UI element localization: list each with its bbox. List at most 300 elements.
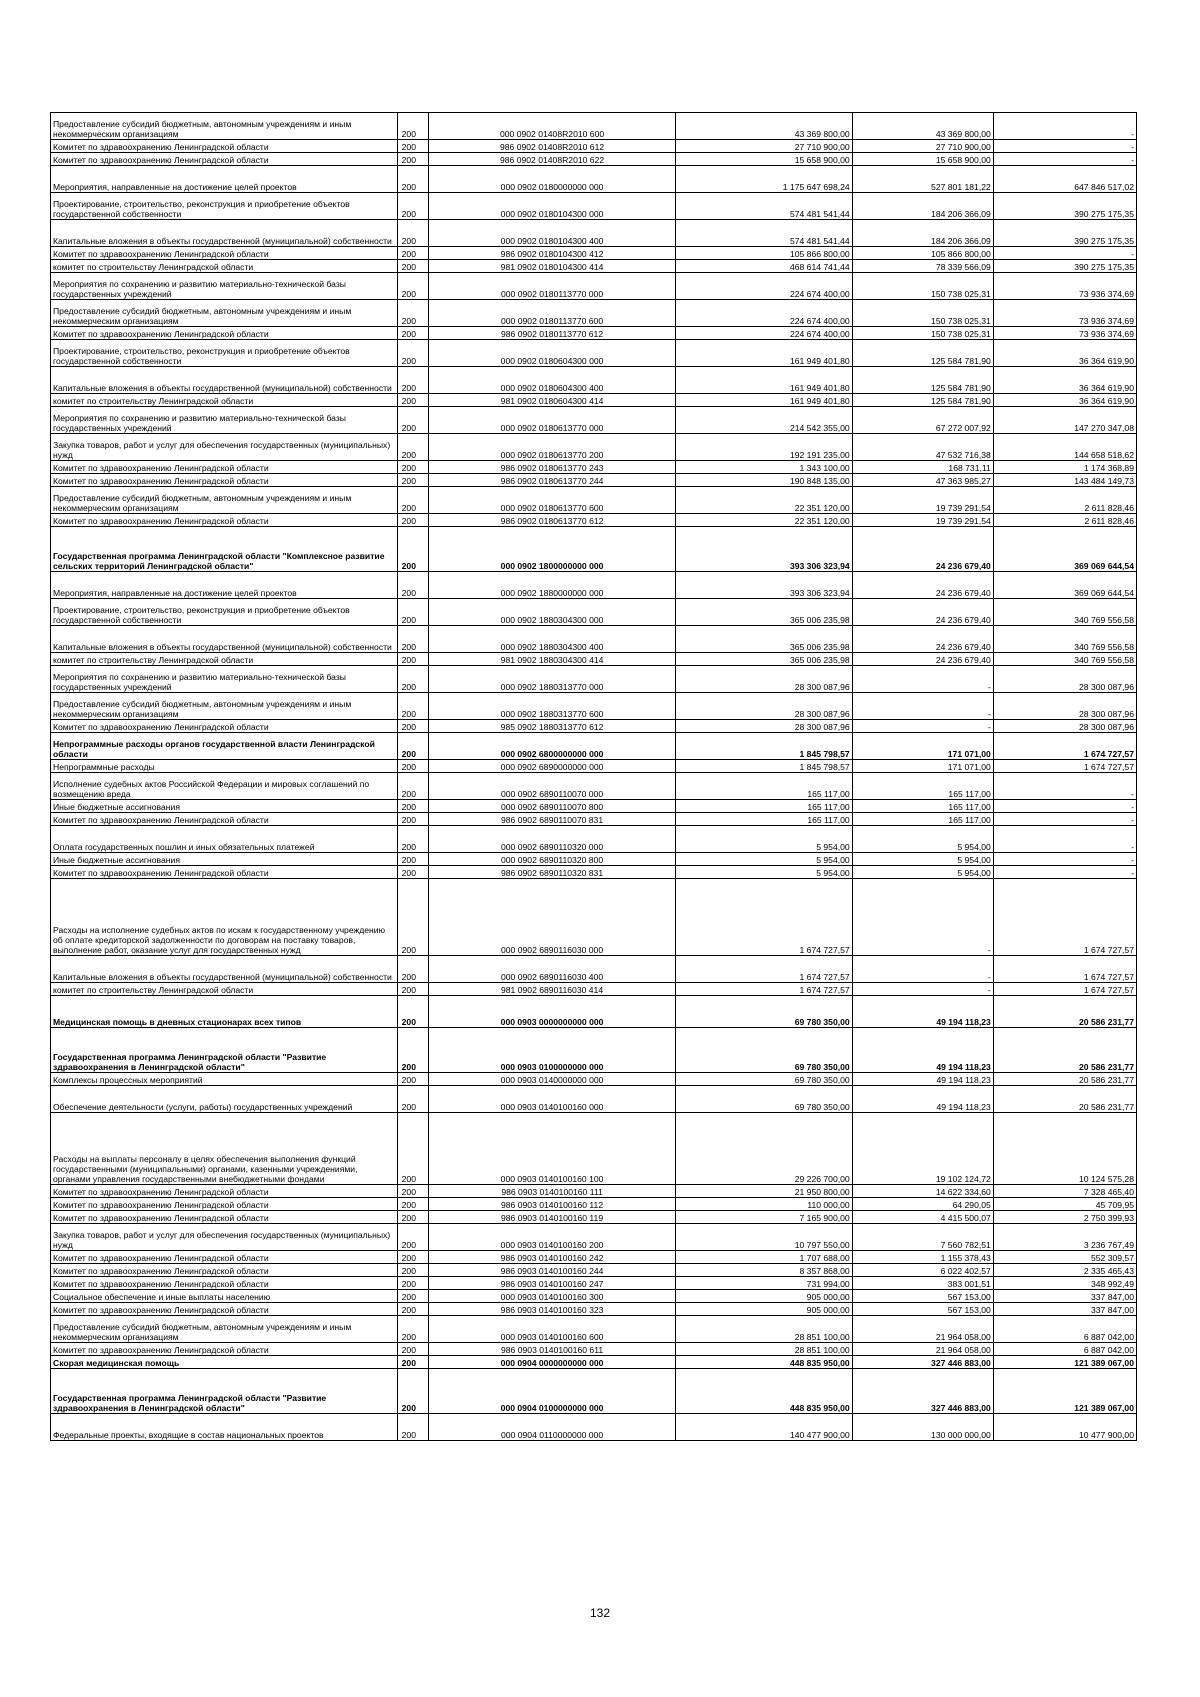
row-executed-amount-cell: 165 117,00 xyxy=(852,800,993,813)
row-unexecuted-amount-cell: 143 484 149,73 xyxy=(993,474,1136,487)
row-approved-amount-cell: 7 165 900,00 xyxy=(675,1211,852,1224)
row-group-code-cell: 200 xyxy=(397,826,429,853)
row-unexecuted-amount-cell: - xyxy=(993,853,1136,866)
row-name-cell: Комитет по здравоохранению Ленинградской области xyxy=(51,1211,398,1224)
row-unexecuted-amount-cell: 6 887 042,00 xyxy=(993,1316,1136,1343)
row-name-cell: Комитет по здравоохранению Ленинградской области xyxy=(51,1185,398,1198)
row-approved-amount-cell: 1 343 100,00 xyxy=(675,461,852,474)
table-row xyxy=(51,996,1137,1028)
row-name-cell: Непрограммные расходы органов государственной власти Ленинградской области xyxy=(51,733,398,760)
row-executed-amount-cell: 383 001,51 xyxy=(852,1277,993,1290)
row-unexecuted-amount-cell: 10 124 575,28 xyxy=(993,1113,1136,1185)
row-approved-amount-cell: 165 117,00 xyxy=(675,813,852,826)
row-unexecuted-amount-cell: 552 309,57 xyxy=(993,1251,1136,1264)
row-group-code-cell: 200 xyxy=(397,1113,429,1185)
row-approved-amount-cell: 190 848 135,00 xyxy=(675,474,852,487)
row-group-code-cell: 200 xyxy=(397,247,429,260)
row-budget-code-cell: 000 0902 1880313770 000 xyxy=(429,666,675,693)
table-row xyxy=(51,1414,1137,1441)
row-budget-code-cell: 981 0902 1880304300 414 xyxy=(429,653,675,666)
row-unexecuted-amount-cell: 3 236 767,49 xyxy=(993,1224,1136,1251)
row-name-cell: комитет по строительству Ленинградской области xyxy=(51,653,398,666)
row-unexecuted-amount-cell: - xyxy=(993,113,1136,140)
row-name-cell: Расходы на исполнение судебных актов по искам к государственному учреждению об оплате кредиторской задолженности по договорам на поставку товаров, выполнение работ, оказание услуг для государственных нужд xyxy=(51,879,398,956)
row-group-code-cell: 200 xyxy=(397,461,429,474)
table-row xyxy=(51,956,1137,983)
row-unexecuted-amount-cell: 20 586 231,77 xyxy=(993,1086,1136,1113)
row-group-code-cell: 200 xyxy=(397,813,429,826)
row-unexecuted-amount-cell: 1 674 727,57 xyxy=(993,733,1136,760)
row-name-cell: Федеральные проекты, входящие в состав национальных проектов xyxy=(51,1414,398,1441)
page-number: 132 xyxy=(589,1606,611,1620)
row-unexecuted-amount-cell: 1 674 727,57 xyxy=(993,879,1136,956)
row-name-cell: Комитет по здравоохранению Ленинградской области xyxy=(51,1277,398,1290)
row-executed-amount-cell: 1 155 378,43 xyxy=(852,1251,993,1264)
row-executed-amount-cell: 125 584 781,90 xyxy=(852,394,993,407)
row-executed-amount-cell: 64 290,05 xyxy=(852,1198,993,1211)
row-unexecuted-amount-cell: - xyxy=(993,800,1136,813)
row-executed-amount-cell: 5 954,00 xyxy=(852,853,993,866)
table-row xyxy=(51,1277,1137,1290)
row-executed-amount-cell: 165 117,00 xyxy=(852,813,993,826)
row-executed-amount-cell: 43 369 800,00 xyxy=(852,113,993,140)
table-body xyxy=(51,113,1137,1441)
row-budget-code-cell: 000 0902 0180000000 000 xyxy=(429,166,675,193)
row-group-code-cell: 200 xyxy=(397,1211,429,1224)
row-budget-code-cell: 986 0903 0140100160 242 xyxy=(429,1251,675,1264)
table-row xyxy=(51,220,1137,247)
row-group-code-cell: 200 xyxy=(397,474,429,487)
row-budget-code-cell: 000 0902 6890116030 400 xyxy=(429,956,675,983)
row-unexecuted-amount-cell: 147 270 347,08 xyxy=(993,407,1136,434)
table-row xyxy=(51,1264,1137,1277)
row-executed-amount-cell: 21 964 058,00 xyxy=(852,1343,993,1356)
row-group-code-cell: 200 xyxy=(397,1086,429,1113)
row-approved-amount-cell: 28 300 087,96 xyxy=(675,720,852,733)
row-budget-code-cell: 000 0903 0000000000 000 xyxy=(429,996,675,1028)
row-budget-code-cell: 986 0902 0180613770 243 xyxy=(429,461,675,474)
table-row xyxy=(51,733,1137,760)
row-group-code-cell: 200 xyxy=(397,866,429,879)
row-budget-code-cell: 000 0902 0180104300 000 xyxy=(429,193,675,220)
row-group-code-cell: 200 xyxy=(397,1369,429,1414)
row-executed-amount-cell: 184 206 366,09 xyxy=(852,220,993,247)
row-approved-amount-cell: 165 117,00 xyxy=(675,773,852,800)
row-unexecuted-amount-cell: 121 389 067,00 xyxy=(993,1369,1136,1414)
row-approved-amount-cell: 448 835 950,00 xyxy=(675,1356,852,1369)
row-approved-amount-cell: 365 006 235,98 xyxy=(675,599,852,626)
row-approved-amount-cell: 448 835 950,00 xyxy=(675,1369,852,1414)
row-group-code-cell: 200 xyxy=(397,514,429,527)
row-budget-code-cell: 000 0902 0180613770 200 xyxy=(429,434,675,461)
row-budget-code-cell: 985 0902 1880313770 612 xyxy=(429,720,675,733)
table-row xyxy=(51,1211,1137,1224)
row-unexecuted-amount-cell: 1 674 727,57 xyxy=(993,983,1136,996)
row-group-code-cell: 200 xyxy=(397,1028,429,1073)
row-name-cell: Скорая медицинская помощь xyxy=(51,1356,398,1369)
row-name-cell: Проектирование, строительство, реконструкция и приобретение объектов государственной собственности xyxy=(51,599,398,626)
table-row xyxy=(51,599,1137,626)
row-name-cell: Комитет по здравоохранению Ленинградской области xyxy=(51,1264,398,1277)
row-name-cell: Комитет по здравоохранению Ленинградской области xyxy=(51,1303,398,1316)
row-approved-amount-cell: 365 006 235,98 xyxy=(675,653,852,666)
row-executed-amount-cell: 24 236 679,40 xyxy=(852,653,993,666)
row-executed-amount-cell: 78 339 566,09 xyxy=(852,260,993,273)
row-executed-amount-cell: 171 071,00 xyxy=(852,760,993,773)
row-approved-amount-cell: 468 614 741,44 xyxy=(675,260,852,273)
row-name-cell: Мероприятия по сохранению и развитию материально-технической базы государственных учреждений xyxy=(51,273,398,300)
row-budget-code-cell: 000 0904 0000000000 000 xyxy=(429,1356,675,1369)
table-row xyxy=(51,260,1137,273)
table-row xyxy=(51,166,1137,193)
row-executed-amount-cell: - xyxy=(852,720,993,733)
row-group-code-cell: 200 xyxy=(397,879,429,956)
row-approved-amount-cell: 393 306 323,94 xyxy=(675,527,852,572)
row-approved-amount-cell: 1 175 647 698,24 xyxy=(675,166,852,193)
row-name-cell: Государственная программа Ленинградской области "Комплексное развитие сельских территорий Ленинградской области" xyxy=(51,527,398,572)
row-name-cell: Комитет по здравоохранению Ленинградской области xyxy=(51,866,398,879)
table-row xyxy=(51,866,1137,879)
row-name-cell: Социальное обеспечение и иные выплаты населению xyxy=(51,1290,398,1303)
row-executed-amount-cell: - xyxy=(852,879,993,956)
row-unexecuted-amount-cell: 45 709,95 xyxy=(993,1198,1136,1211)
row-approved-amount-cell: 165 117,00 xyxy=(675,800,852,813)
row-executed-amount-cell: 5 954,00 xyxy=(852,866,993,879)
table-row xyxy=(51,1369,1137,1414)
row-name-cell: Комитет по здравоохранению Ленинградской области xyxy=(51,474,398,487)
row-unexecuted-amount-cell: 340 769 556,58 xyxy=(993,599,1136,626)
row-name-cell: Оплата государственных пошлин и иных обязательных платежей xyxy=(51,826,398,853)
row-group-code-cell: 200 xyxy=(397,800,429,813)
row-group-code-cell: 200 xyxy=(397,220,429,247)
row-group-code-cell: 200 xyxy=(397,773,429,800)
row-group-code-cell: 200 xyxy=(397,1073,429,1086)
row-unexecuted-amount-cell: 7 328 465,40 xyxy=(993,1185,1136,1198)
row-approved-amount-cell: 28 300 087,96 xyxy=(675,693,852,720)
row-executed-amount-cell: - xyxy=(852,693,993,720)
row-group-code-cell: 200 xyxy=(397,434,429,461)
row-group-code-cell: 200 xyxy=(397,273,429,300)
row-executed-amount-cell: 125 584 781,90 xyxy=(852,367,993,394)
row-approved-amount-cell: 224 674 400,00 xyxy=(675,273,852,300)
row-group-code-cell: 200 xyxy=(397,853,429,866)
row-approved-amount-cell: 365 006 235,98 xyxy=(675,626,852,653)
row-group-code-cell: 200 xyxy=(397,140,429,153)
row-budget-code-cell: 000 0902 6800000000 000 xyxy=(429,733,675,760)
row-name-cell: комитет по строительству Ленинградской области xyxy=(51,983,398,996)
row-executed-amount-cell: 6 022 402,57 xyxy=(852,1264,993,1277)
row-name-cell: Комитет по здравоохранению Ленинградской области xyxy=(51,720,398,733)
row-executed-amount-cell: 567 153,00 xyxy=(852,1290,993,1303)
row-name-cell: Капитальные вложения в объекты государственной (муниципальной) собственности xyxy=(51,626,398,653)
row-group-code-cell: 200 xyxy=(397,653,429,666)
row-budget-code-cell: 000 0902 6890110320 800 xyxy=(429,853,675,866)
row-executed-amount-cell: 567 153,00 xyxy=(852,1303,993,1316)
row-group-code-cell: 200 xyxy=(397,599,429,626)
row-unexecuted-amount-cell: 348 992,49 xyxy=(993,1277,1136,1290)
row-name-cell: Предоставление субсидий бюджетным, автономным учреждениям и иным некоммерческим организациям xyxy=(51,693,398,720)
row-approved-amount-cell: 110 000,00 xyxy=(675,1198,852,1211)
row-budget-code-cell: 000 0902 1880000000 000 xyxy=(429,572,675,599)
table-row xyxy=(51,140,1137,153)
table-row xyxy=(51,1251,1137,1264)
row-group-code-cell: 200 xyxy=(397,327,429,340)
row-budget-code-cell: 000 0902 1880313770 600 xyxy=(429,693,675,720)
row-executed-amount-cell: 14 622 334,60 xyxy=(852,1185,993,1198)
table-row xyxy=(51,514,1137,527)
row-approved-amount-cell: 905 000,00 xyxy=(675,1303,852,1316)
row-executed-amount-cell: 4 415 500,07 xyxy=(852,1211,993,1224)
row-group-code-cell: 200 xyxy=(397,1316,429,1343)
row-budget-code-cell: 000 0902 6890110320 000 xyxy=(429,826,675,853)
row-budget-code-cell: 986 0903 0140100160 119 xyxy=(429,1211,675,1224)
row-budget-code-cell: 000 0903 0140100160 000 xyxy=(429,1086,675,1113)
row-approved-amount-cell: 5 954,00 xyxy=(675,826,852,853)
row-group-code-cell: 200 xyxy=(397,113,429,140)
row-unexecuted-amount-cell: 144 658 518,62 xyxy=(993,434,1136,461)
row-executed-amount-cell: 67 272 007,92 xyxy=(852,407,993,434)
row-executed-amount-cell: 5 954,00 xyxy=(852,826,993,853)
row-group-code-cell: 200 xyxy=(397,983,429,996)
row-approved-amount-cell: 28 851 100,00 xyxy=(675,1343,852,1356)
row-name-cell: Капитальные вложения в объекты государственной (муниципальной) собственности xyxy=(51,220,398,247)
row-unexecuted-amount-cell: - xyxy=(993,153,1136,166)
row-approved-amount-cell: 105 866 800,00 xyxy=(675,247,852,260)
row-executed-amount-cell: 49 194 118,23 xyxy=(852,1086,993,1113)
row-approved-amount-cell: 1 674 727,57 xyxy=(675,879,852,956)
row-unexecuted-amount-cell: 6 887 042,00 xyxy=(993,1343,1136,1356)
row-group-code-cell: 200 xyxy=(397,572,429,599)
row-unexecuted-amount-cell: - xyxy=(993,813,1136,826)
row-unexecuted-amount-cell: - xyxy=(993,826,1136,853)
row-approved-amount-cell: 393 306 323,94 xyxy=(675,572,852,599)
row-group-code-cell: 200 xyxy=(397,367,429,394)
row-executed-amount-cell: 24 236 679,40 xyxy=(852,626,993,653)
table-row xyxy=(51,1343,1137,1356)
row-approved-amount-cell: 140 477 900,00 xyxy=(675,1414,852,1441)
row-executed-amount-cell: 27 710 900,00 xyxy=(852,140,993,153)
row-approved-amount-cell: 1 845 798,57 xyxy=(675,733,852,760)
table-row xyxy=(51,813,1137,826)
row-unexecuted-amount-cell: - xyxy=(993,773,1136,800)
row-group-code-cell: 200 xyxy=(397,720,429,733)
row-budget-code-cell: 986 0903 0140100160 111 xyxy=(429,1185,675,1198)
row-unexecuted-amount-cell: - xyxy=(993,140,1136,153)
row-name-cell: Комитет по здравоохранению Ленинградской области xyxy=(51,514,398,527)
row-approved-amount-cell: 905 000,00 xyxy=(675,1290,852,1303)
row-executed-amount-cell: 49 194 118,23 xyxy=(852,996,993,1028)
table-row xyxy=(51,474,1137,487)
row-name-cell: Мероприятия по сохранению и развитию материально-технической базы государственных учреждений xyxy=(51,666,398,693)
table-row xyxy=(51,340,1137,367)
row-group-code-cell: 200 xyxy=(397,626,429,653)
row-name-cell: Капитальные вложения в объекты государственной (муниципальной) собственности xyxy=(51,367,398,394)
row-approved-amount-cell: 1 845 798,57 xyxy=(675,760,852,773)
row-approved-amount-cell: 22 351 120,00 xyxy=(675,514,852,527)
row-budget-code-cell: 000 0904 0100000000 000 xyxy=(429,1369,675,1414)
row-approved-amount-cell: 43 369 800,00 xyxy=(675,113,852,140)
row-name-cell: Иные бюджетные ассигнования xyxy=(51,853,398,866)
row-budget-code-cell: 986 0902 0180113770 612 xyxy=(429,327,675,340)
table-row xyxy=(51,300,1137,327)
row-name-cell: Комитет по здравоохранению Ленинградской области xyxy=(51,247,398,260)
row-executed-amount-cell: 24 236 679,40 xyxy=(852,572,993,599)
row-name-cell: комитет по строительству Ленинградской области xyxy=(51,260,398,273)
row-budget-code-cell: 000 0902 0180113770 600 xyxy=(429,300,675,327)
row-unexecuted-amount-cell: 369 069 644,54 xyxy=(993,572,1136,599)
row-name-cell: Закупка товаров, работ и услуг для обеспечения государственных (муниципальных) нужд xyxy=(51,434,398,461)
row-name-cell: Предоставление субсидий бюджетным, автономным учреждениям и иным некоммерческим организациям xyxy=(51,300,398,327)
row-name-cell: Предоставление субсидий бюджетным, автономным учреждениям и иным некоммерческим организациям xyxy=(51,1316,398,1343)
budget-execution-table xyxy=(50,112,1137,1441)
row-budget-code-cell: 986 0903 0140100160 611 xyxy=(429,1343,675,1356)
row-group-code-cell: 200 xyxy=(397,1251,429,1264)
table-row xyxy=(51,1113,1137,1185)
table-row xyxy=(51,327,1137,340)
row-group-code-cell: 200 xyxy=(397,1185,429,1198)
table-row xyxy=(51,1224,1137,1251)
row-group-code-cell: 200 xyxy=(397,394,429,407)
row-name-cell: Предоставление субсидий бюджетным, автономным учреждениям и иным некоммерческим организациям xyxy=(51,487,398,514)
row-budget-code-cell: 000 0903 0140000000 000 xyxy=(429,1073,675,1086)
row-unexecuted-amount-cell: 28 300 087,96 xyxy=(993,666,1136,693)
row-group-code-cell: 200 xyxy=(397,1224,429,1251)
row-budget-code-cell: 986 0903 0140100160 323 xyxy=(429,1303,675,1316)
row-unexecuted-amount-cell: 390 275 175,35 xyxy=(993,220,1136,247)
row-unexecuted-amount-cell: 10 477 900,00 xyxy=(993,1414,1136,1441)
row-approved-amount-cell: 69 780 350,00 xyxy=(675,1086,852,1113)
row-group-code-cell: 200 xyxy=(397,1356,429,1369)
table-row xyxy=(51,800,1137,813)
table-row xyxy=(51,434,1137,461)
row-group-code-cell: 200 xyxy=(397,693,429,720)
table-row xyxy=(51,666,1137,693)
row-executed-amount-cell: 19 739 291,54 xyxy=(852,487,993,514)
row-approved-amount-cell: 27 710 900,00 xyxy=(675,140,852,153)
row-group-code-cell: 200 xyxy=(397,487,429,514)
row-name-cell: Проектирование, строительство, реконструкция и приобретение объектов государственной собственности xyxy=(51,340,398,367)
row-budget-code-cell: 981 0902 0180104300 414 xyxy=(429,260,675,273)
row-budget-code-cell: 000 0902 6890000000 000 xyxy=(429,760,675,773)
row-approved-amount-cell: 224 674 400,00 xyxy=(675,300,852,327)
row-name-cell: Закупка товаров, работ и услуг для обеспечения государственных (муниципальных) нужд xyxy=(51,1224,398,1251)
row-name-cell: Комитет по здравоохранению Ленинградской области xyxy=(51,1198,398,1211)
row-budget-code-cell: 986 0903 0140100160 247 xyxy=(429,1277,675,1290)
row-approved-amount-cell: 1 674 727,57 xyxy=(675,983,852,996)
row-executed-amount-cell: 327 446 883,00 xyxy=(852,1369,993,1414)
row-unexecuted-amount-cell: - xyxy=(993,866,1136,879)
row-name-cell: Мероприятия, направленные на достижение целей проектов xyxy=(51,166,398,193)
row-name-cell: Мероприятия, направленные на достижение целей проектов xyxy=(51,572,398,599)
row-group-code-cell: 200 xyxy=(397,153,429,166)
row-group-code-cell: 200 xyxy=(397,1414,429,1441)
row-approved-amount-cell: 731 994,00 xyxy=(675,1277,852,1290)
row-name-cell: Непрограммные расходы xyxy=(51,760,398,773)
row-group-code-cell: 200 xyxy=(397,956,429,983)
row-unexecuted-amount-cell: 2 750 399,93 xyxy=(993,1211,1136,1224)
row-budget-code-cell: 000 0903 0140100160 200 xyxy=(429,1224,675,1251)
row-unexecuted-amount-cell: 340 769 556,58 xyxy=(993,626,1136,653)
row-executed-amount-cell: - xyxy=(852,956,993,983)
row-approved-amount-cell: 161 949 401,80 xyxy=(675,340,852,367)
row-executed-amount-cell: 150 738 025,31 xyxy=(852,300,993,327)
row-approved-amount-cell: 22 351 120,00 xyxy=(675,487,852,514)
table-row xyxy=(51,1028,1137,1073)
row-name-cell: Государственная программа Ленинградской области "Развитие здравоохранения в Ленинградской области" xyxy=(51,1369,398,1414)
table-row xyxy=(51,853,1137,866)
row-approved-amount-cell: 192 191 235,00 xyxy=(675,434,852,461)
table-row xyxy=(51,487,1137,514)
row-approved-amount-cell: 21 950 800,00 xyxy=(675,1185,852,1198)
row-group-code-cell: 200 xyxy=(397,1264,429,1277)
row-executed-amount-cell: 130 000 000,00 xyxy=(852,1414,993,1441)
row-executed-amount-cell: 184 206 366,09 xyxy=(852,193,993,220)
row-executed-amount-cell: 327 446 883,00 xyxy=(852,1356,993,1369)
row-name-cell: Мероприятия по сохранению и развитию материально-технической базы государственных учреждений xyxy=(51,407,398,434)
table-row xyxy=(51,879,1137,956)
row-name-cell: Предоставление субсидий бюджетным, автономным учреждениям и иным некоммерческим организациям xyxy=(51,113,398,140)
row-budget-code-cell: 000 0903 0140100160 300 xyxy=(429,1290,675,1303)
row-approved-amount-cell: 15 658 900,00 xyxy=(675,153,852,166)
row-executed-amount-cell: 125 584 781,90 xyxy=(852,340,993,367)
row-budget-code-cell: 986 0902 6890110070 831 xyxy=(429,813,675,826)
row-approved-amount-cell: 69 780 350,00 xyxy=(675,996,852,1028)
table-row xyxy=(51,1086,1137,1113)
row-executed-amount-cell: 105 866 800,00 xyxy=(852,247,993,260)
row-executed-amount-cell: 150 738 025,31 xyxy=(852,273,993,300)
table-row xyxy=(51,1198,1137,1211)
row-budget-code-cell: 986 0903 0140100160 112 xyxy=(429,1198,675,1211)
row-unexecuted-amount-cell: 390 275 175,35 xyxy=(993,260,1136,273)
row-approved-amount-cell: 28 851 100,00 xyxy=(675,1316,852,1343)
row-unexecuted-amount-cell: 73 936 374,69 xyxy=(993,327,1136,340)
row-unexecuted-amount-cell: 20 586 231,77 xyxy=(993,1073,1136,1086)
row-approved-amount-cell: 161 949 401,80 xyxy=(675,394,852,407)
table-row xyxy=(51,1316,1137,1343)
row-budget-code-cell: 000 0902 0180613770 600 xyxy=(429,487,675,514)
row-approved-amount-cell: 8 357 868,00 xyxy=(675,1264,852,1277)
table-row xyxy=(51,760,1137,773)
row-name-cell: Комплексы процессных мероприятий xyxy=(51,1073,398,1086)
table-row xyxy=(51,527,1137,572)
row-budget-code-cell: 986 0903 0140100160 244 xyxy=(429,1264,675,1277)
table-row xyxy=(51,273,1137,300)
row-budget-code-cell: 986 0902 0180104300 412 xyxy=(429,247,675,260)
row-name-cell: Комитет по здравоохранению Ленинградской области xyxy=(51,1343,398,1356)
row-unexecuted-amount-cell: 2 611 828,46 xyxy=(993,514,1136,527)
row-budget-code-cell: 986 0902 0180613770 244 xyxy=(429,474,675,487)
row-unexecuted-amount-cell: 2 335 465,43 xyxy=(993,1264,1136,1277)
row-unexecuted-amount-cell: 1 674 727,57 xyxy=(993,760,1136,773)
row-budget-code-cell: 986 0902 6890110320 831 xyxy=(429,866,675,879)
row-executed-amount-cell: 171 071,00 xyxy=(852,733,993,760)
table-row xyxy=(51,1303,1137,1316)
row-name-cell: Исполнение судебных актов Российской Федерации и мировых соглашений по возмещению вреда xyxy=(51,773,398,800)
row-approved-amount-cell: 214 542 355,00 xyxy=(675,407,852,434)
row-budget-code-cell: 000 0902 1880304300 400 xyxy=(429,626,675,653)
row-executed-amount-cell: 527 801 181,22 xyxy=(852,166,993,193)
row-budget-code-cell: 000 0902 01408R2010 600 xyxy=(429,113,675,140)
row-group-code-cell: 200 xyxy=(397,340,429,367)
row-unexecuted-amount-cell: 20 586 231,77 xyxy=(993,996,1136,1028)
row-group-code-cell: 200 xyxy=(397,300,429,327)
row-group-code-cell: 200 xyxy=(397,666,429,693)
row-executed-amount-cell: 49 194 118,23 xyxy=(852,1073,993,1086)
table-row xyxy=(51,113,1137,140)
row-group-code-cell: 200 xyxy=(397,733,429,760)
row-approved-amount-cell: 1 674 727,57 xyxy=(675,956,852,983)
row-unexecuted-amount-cell: 340 769 556,58 xyxy=(993,653,1136,666)
